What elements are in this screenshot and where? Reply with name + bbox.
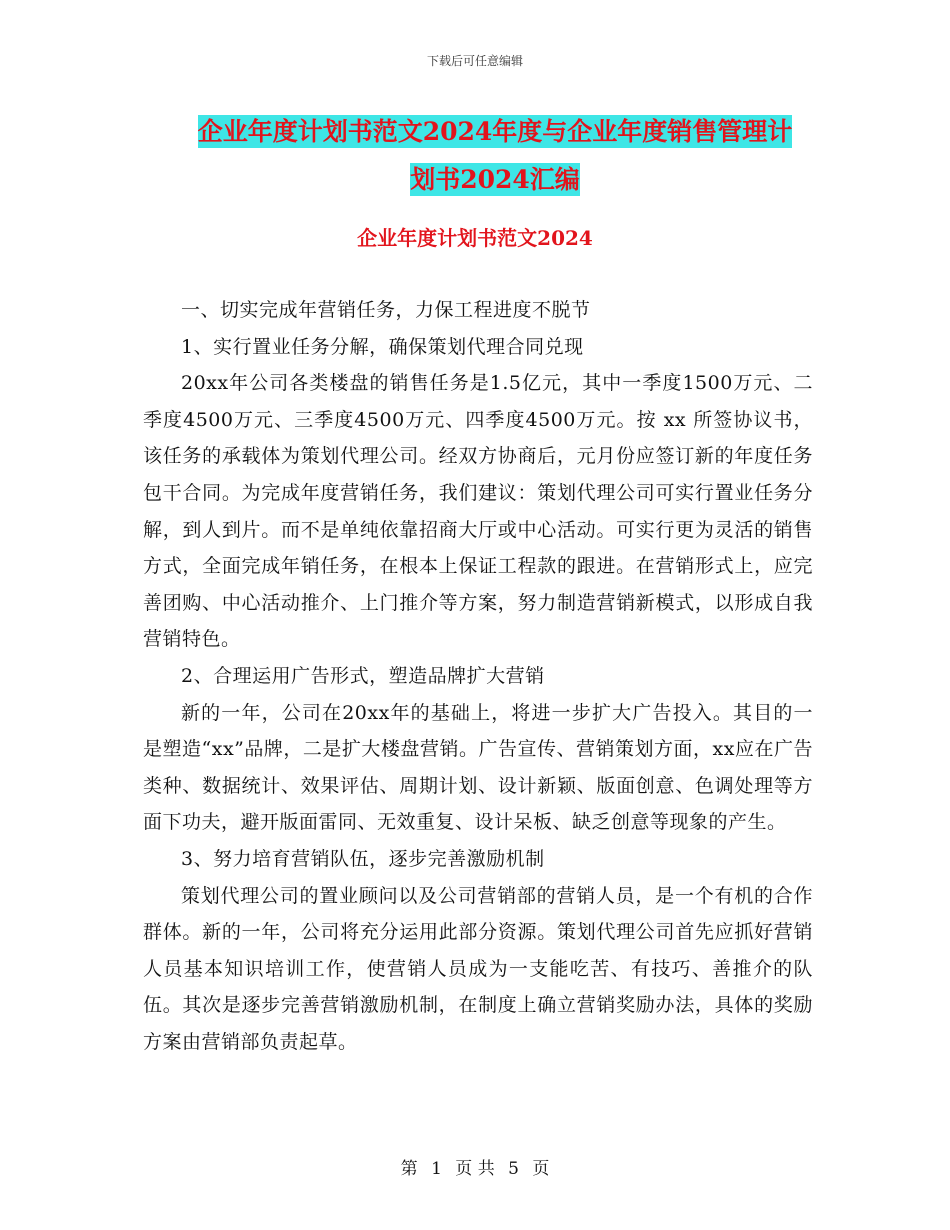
- page-footer: [0, 1154, 950, 1179]
- document-title-line-2: 划书2024汇编: [410, 165, 580, 194]
- page-label-prefix: 第: [400, 1159, 418, 1179]
- page-current: 1: [431, 1159, 442, 1179]
- document-title-line-1: 企业年度计划书范文2024年度与企业年度销售管理计: [197, 117, 793, 146]
- header-note: 下载后可任意编辑: [426, 54, 523, 68]
- page-label-suffix: 页: [532, 1159, 550, 1179]
- section-title: 企业年度计划书范文2024: [357, 226, 593, 250]
- page-total: 5: [508, 1159, 519, 1179]
- paragraph-item-1: 20xx年公司各类楼盘的销售任务是1.5亿元，其中一季度1500万元、二季度4500万元、三季度4500万元、四季度4500万元。按 xx 所签协议书，该任务的承载体为策划代理公司。经双方协商后，元月份应签订新的年度任务包干合同。为完成年度营销任务，我们建议：策划代理公司可实行置业任务分解，到人到片。而不是单纯依靠招商大厅或中心活动。可实行更为灵活的销售方式，全面完成年销任务，在根本上保证工程款的跟进。在营销形式上，应完善团购、中心活动推介、上门推介等方案，努力制造营销新模式，以形成自我营销特色。: [143, 372, 813, 651]
- heading-item-1: 1、实行置业任务分解，确保策划代理合同兑现: [181, 335, 584, 358]
- document-body: [143, 292, 813, 1060]
- paragraph-item-2: 新的一年，公司在20xx年的基础上，将进一步扩大广告投入。其目的一是塑造“xx”品牌，二是扩大楼盘营销。广告宣传、营销策划方面，xx应在广告类种、数据统计、效果评估、周期计划、设计新颖、版面创意、色调处理等方面下功夫，避开版面雷同、无效重复、设计呆板、缺乏创意等现象的产生。: [143, 701, 813, 834]
- paragraph-item-3: 策划代理公司的置业顾问以及公司营销部的营销人员，是一个有机的合作群体。新的一年，公司将充分运用此部分资源。策划代理公司首先应抓好营销人员基本知识培训工作，使营销人员成为一支能吃苦、有技巧、善推介的队伍。其次是逐步完善营销激励机制，在制度上确立营销奖励办法，具体的奖励方案由营销部负责起草。: [143, 884, 813, 1053]
- heading-part-1: 一、切实完成年营销任务，力保工程进度不脱节: [181, 299, 591, 321]
- page-label-mid: 页 共: [455, 1159, 495, 1179]
- heading-item-2: 2、合理运用广告形式，塑造品牌扩大营销: [181, 664, 545, 687]
- heading-item-3: 3、努力培育营销队伍，逐步完善激励机制: [181, 847, 545, 870]
- document-title: [120, 108, 870, 204]
